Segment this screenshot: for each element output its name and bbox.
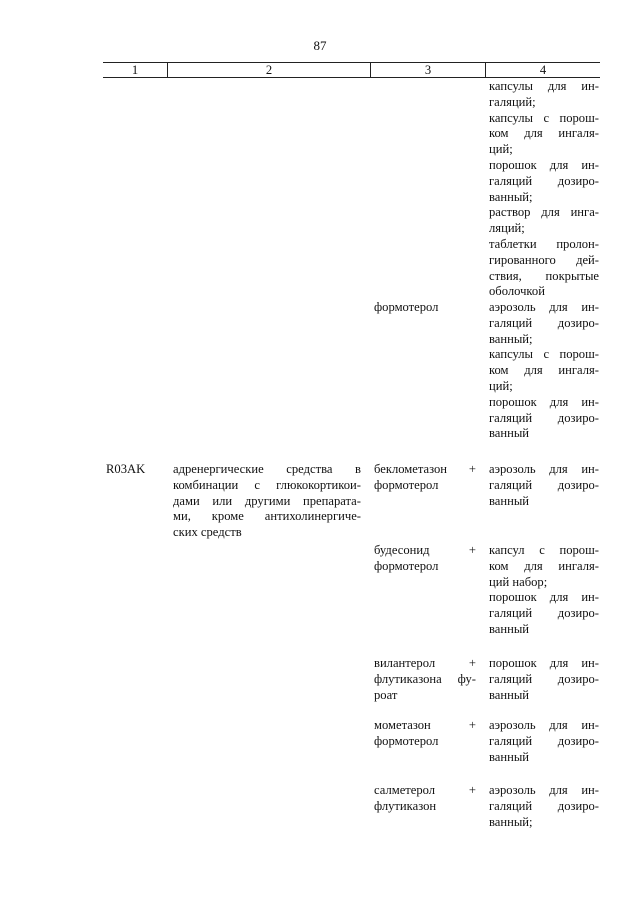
word: с xyxy=(543,110,550,125)
word: аэрозоль xyxy=(489,718,536,732)
word: для xyxy=(549,656,569,670)
word: для xyxy=(524,558,543,573)
word: раствор xyxy=(489,205,531,220)
text-line xyxy=(489,363,599,379)
word: галяций xyxy=(489,410,533,425)
text-line xyxy=(489,734,599,750)
word: ком xyxy=(489,363,509,378)
word: формотерол xyxy=(374,733,439,748)
word: галяций xyxy=(489,733,533,748)
word: + xyxy=(468,543,476,557)
word: с xyxy=(543,347,550,362)
drug-name-mometasone-formoterol xyxy=(374,718,476,750)
word: для xyxy=(549,394,569,409)
text-line xyxy=(374,478,476,494)
table-header-row xyxy=(103,62,600,78)
word: аэрозоль xyxy=(489,783,536,797)
text-line xyxy=(374,718,476,734)
word: оболочкой xyxy=(489,284,545,299)
word: комбинации xyxy=(173,477,239,492)
word: салметерол xyxy=(374,783,436,797)
text-line xyxy=(173,462,361,478)
word: порошок xyxy=(489,590,537,605)
word: ком xyxy=(489,558,509,573)
text-line xyxy=(489,815,599,831)
word: флутиказона xyxy=(374,671,442,686)
word: ингаля- xyxy=(558,126,599,141)
word: аэрозоль xyxy=(489,462,536,476)
word: галяций xyxy=(489,315,533,330)
word: глюкокортикои- xyxy=(276,477,361,492)
word: дозиро- xyxy=(557,315,599,330)
text-line xyxy=(489,158,599,174)
word: ин- xyxy=(581,462,599,476)
word: + xyxy=(468,656,476,670)
word: дозиро- xyxy=(557,733,599,748)
text-line xyxy=(489,300,599,316)
text-line xyxy=(489,126,599,142)
text-line xyxy=(489,462,599,478)
text-line xyxy=(489,347,599,363)
text-line xyxy=(374,462,476,478)
word: ин- xyxy=(581,79,599,93)
word: формотерол xyxy=(374,558,439,573)
word: ин- xyxy=(581,656,599,670)
table-header-col-4: 4 xyxy=(485,63,600,77)
word: флутиказон xyxy=(374,798,437,813)
word: дами xyxy=(173,493,200,508)
word: дозиро- xyxy=(557,477,599,492)
word: ин- xyxy=(581,718,599,732)
text-line xyxy=(489,174,599,190)
word: ванный; xyxy=(489,331,533,346)
word: вилантерол xyxy=(374,656,436,670)
word: дозиро- xyxy=(557,173,599,188)
dosage-forms-mometasone-formoterol xyxy=(489,718,599,765)
word: аэрозоль xyxy=(489,300,536,314)
word: для xyxy=(549,783,568,797)
text-line xyxy=(489,622,599,638)
dosage-forms-budesonide-formoterol xyxy=(489,543,599,638)
text-line xyxy=(489,688,599,704)
formoterol-dosage-forms xyxy=(489,300,599,442)
word: галяций xyxy=(489,173,533,188)
text-line xyxy=(489,543,599,559)
word: ванный xyxy=(489,749,530,764)
text-line xyxy=(489,590,599,606)
word: для xyxy=(549,718,568,732)
text-line xyxy=(489,205,599,221)
text-line xyxy=(489,111,599,127)
word: ванный xyxy=(489,493,530,508)
word: капсулы xyxy=(489,79,534,93)
word: ствия, xyxy=(489,268,522,283)
word: галяций xyxy=(489,477,533,492)
text-line xyxy=(489,95,599,111)
word: беклометазон xyxy=(374,462,448,476)
text-line xyxy=(374,543,476,559)
drug-name-budesonide-formoterol xyxy=(374,543,476,575)
word: покрытые xyxy=(545,268,599,283)
text-line xyxy=(489,190,599,206)
dosage-forms-salmeterol-fluticasone xyxy=(489,783,599,830)
word: дозиро- xyxy=(557,671,599,686)
word: для xyxy=(549,157,569,172)
word: дозиро- xyxy=(557,410,599,425)
text-line xyxy=(489,718,599,734)
word: ми, xyxy=(173,509,191,524)
word: галяций; xyxy=(489,94,536,109)
text-line xyxy=(374,734,476,750)
word: для xyxy=(549,462,568,476)
word: + xyxy=(468,462,476,476)
word: порош- xyxy=(559,347,599,362)
word: для xyxy=(549,300,568,314)
text-line xyxy=(489,606,599,622)
word: дей- xyxy=(576,252,599,267)
table-header-col-3: 3 xyxy=(370,63,485,77)
text-line xyxy=(489,478,599,494)
text-line xyxy=(489,411,599,427)
table-header-col-1: 1 xyxy=(131,63,139,77)
word: ванный xyxy=(489,621,530,636)
word: другими xyxy=(244,493,291,508)
text-line xyxy=(173,525,361,541)
text-line xyxy=(489,332,599,348)
text-line xyxy=(173,509,361,525)
text-line xyxy=(489,672,599,688)
text-line xyxy=(374,559,476,575)
word: ванный; xyxy=(489,189,533,204)
word: ций набор; xyxy=(489,574,548,589)
word: + xyxy=(468,783,476,797)
word: ком xyxy=(489,126,509,141)
dosage-forms-beclometasone-formoterol xyxy=(489,462,599,509)
word: будесонид xyxy=(374,543,430,557)
word: мометазон xyxy=(374,718,431,732)
word: таблетки xyxy=(489,236,537,251)
drug-name-formoterol: формотерол xyxy=(374,300,439,314)
text-line xyxy=(489,237,599,253)
text-line xyxy=(489,79,599,95)
word: ин- xyxy=(581,157,599,172)
text-line xyxy=(489,142,599,158)
word: адренергические xyxy=(173,462,264,476)
word: порош- xyxy=(559,543,599,557)
word: ин- xyxy=(581,300,599,314)
text-line xyxy=(489,559,599,575)
text-line xyxy=(489,783,599,799)
page-number: 87 xyxy=(313,38,327,53)
word: дозиро- xyxy=(557,606,599,621)
word: порошок xyxy=(489,656,537,670)
text-line xyxy=(374,688,476,704)
text-line xyxy=(489,316,599,332)
text-line xyxy=(489,269,599,285)
word: капсулы xyxy=(489,347,534,362)
word: с xyxy=(539,543,545,557)
word: ляций; xyxy=(489,221,525,236)
drug-name-salmeterol-fluticasone xyxy=(374,783,476,815)
word: для xyxy=(547,79,567,93)
word: ванный xyxy=(489,687,530,702)
word: галяций xyxy=(489,798,533,813)
top-dosage-forms xyxy=(489,79,599,300)
text-line xyxy=(489,426,599,442)
text-line xyxy=(173,494,361,510)
word: галяций xyxy=(489,671,533,686)
word: ингаля- xyxy=(558,558,599,573)
word: ций; xyxy=(489,378,513,393)
word: ин- xyxy=(581,590,599,605)
word: капсул xyxy=(489,543,525,557)
word: роат xyxy=(374,687,398,702)
word: для xyxy=(524,363,543,378)
word: порошок xyxy=(489,157,537,172)
word: капсулы xyxy=(489,110,534,125)
word: формотерол xyxy=(374,477,439,492)
word: порош- xyxy=(559,110,599,125)
word: ин- xyxy=(581,783,599,797)
word: фу- xyxy=(457,671,476,686)
text-line xyxy=(489,284,599,300)
word: для xyxy=(541,205,560,220)
text-line xyxy=(489,221,599,237)
text-line xyxy=(374,783,476,799)
word: или xyxy=(212,493,233,508)
word: средства xyxy=(286,462,333,476)
table-header-col-2: 2 xyxy=(167,63,370,77)
text-line xyxy=(489,494,599,510)
word: галяций xyxy=(489,606,533,621)
dosage-forms-vilanterol-fluticasone xyxy=(489,656,599,703)
word: порошок xyxy=(489,394,537,409)
text-line xyxy=(173,478,361,494)
word: для xyxy=(524,126,543,141)
word: ций; xyxy=(489,142,513,157)
word: гированного xyxy=(489,252,556,267)
drug-name-vilanterol-fluticasone xyxy=(374,656,476,703)
word: для xyxy=(549,590,569,605)
word: с xyxy=(254,477,260,492)
text-line xyxy=(489,750,599,766)
word: ингаля- xyxy=(558,363,599,378)
word: ванный; xyxy=(489,814,533,829)
word: в xyxy=(355,462,361,476)
word: ванный xyxy=(489,426,530,441)
text-line xyxy=(489,575,599,591)
word: кроме xyxy=(211,509,244,524)
word: инга- xyxy=(570,205,599,220)
group-description xyxy=(173,462,361,541)
text-line xyxy=(489,395,599,411)
drug-name-beclometasone-formoterol xyxy=(374,462,476,494)
word: пролон- xyxy=(556,236,599,251)
text-line xyxy=(489,379,599,395)
text-line xyxy=(489,799,599,815)
word: препарата- xyxy=(303,493,361,508)
text-line xyxy=(374,672,476,688)
word: ских средств xyxy=(173,525,242,540)
text-line xyxy=(489,656,599,672)
text-line xyxy=(374,799,476,815)
atc-code: R03AK xyxy=(106,462,146,476)
word: + xyxy=(468,718,476,732)
text-line xyxy=(374,656,476,672)
word: антихолинергиче- xyxy=(264,509,361,524)
word: дозиро- xyxy=(557,798,599,813)
text-line xyxy=(489,253,599,269)
word: ин- xyxy=(581,394,599,409)
